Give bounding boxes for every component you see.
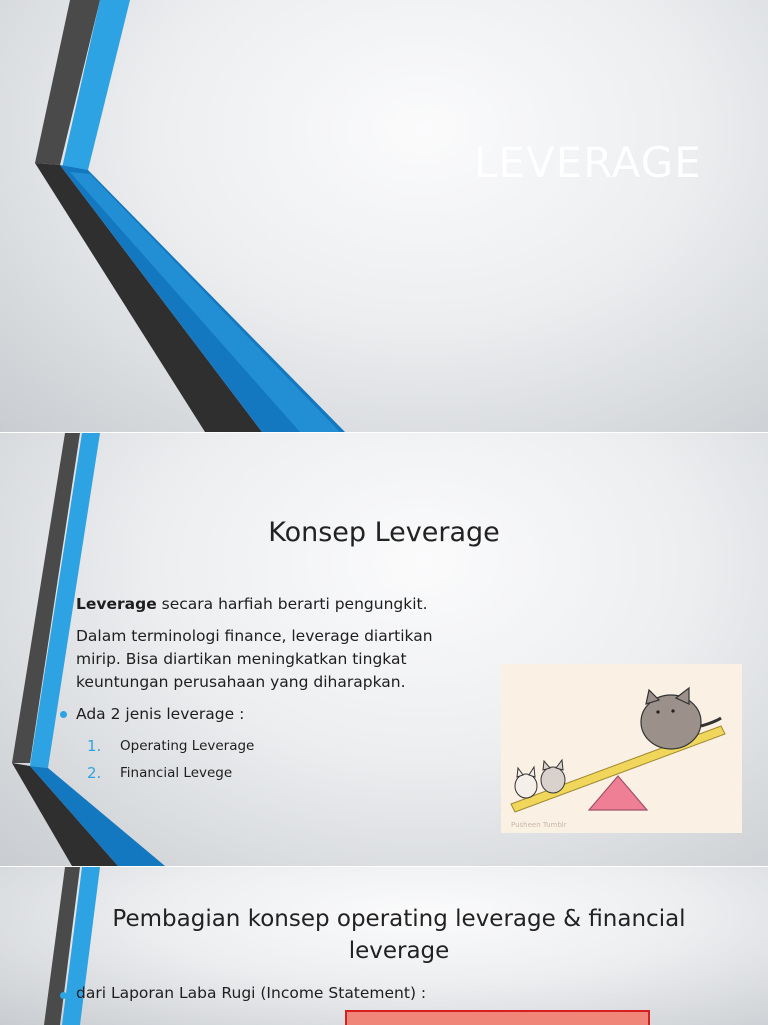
bullet-item: dari Laporan Laba Rugi (Income Statement) : bbox=[60, 984, 426, 1002]
slide-heading: Konsep Leverage bbox=[268, 517, 500, 548]
bullet-item: Dalam terminologi finance, leverage diartikan mirip. Bisa diartikan meningkatkan tingkat keuntungan perusahaan yang diharapkan. bbox=[60, 625, 460, 694]
slide-pembagian-konsep bbox=[0, 866, 768, 1025]
numbered-item bbox=[60, 735, 460, 758]
item-number: 2. bbox=[87, 764, 102, 782]
slide-heading: Pembagian konsep operating leverage & financial leverage bbox=[112, 906, 686, 964]
item-label: Operating Leverage bbox=[120, 738, 255, 754]
item-number: 1. bbox=[87, 737, 102, 755]
bullet-item: Ada 2 jenis leverage : bbox=[60, 703, 460, 726]
item-label: Financial Levege bbox=[120, 765, 233, 781]
bullet-item bbox=[60, 593, 460, 616]
slide-title-text: LEVERAGE bbox=[474, 138, 702, 187]
decorative-stripes bbox=[0, 0, 768, 432]
bold-term: Leverage bbox=[76, 595, 157, 613]
slide-konsep-leverage bbox=[0, 432, 768, 866]
bullet-text: secara harfiah berarti pengungkit. bbox=[156, 595, 428, 613]
numbered-item bbox=[60, 762, 460, 785]
slide-title bbox=[0, 0, 768, 432]
bullet-list bbox=[60, 593, 460, 789]
seesaw-cats-image bbox=[501, 664, 742, 833]
image-watermark: Pusheen Tumblr bbox=[511, 821, 567, 829]
red-highlight-box bbox=[345, 1010, 650, 1025]
